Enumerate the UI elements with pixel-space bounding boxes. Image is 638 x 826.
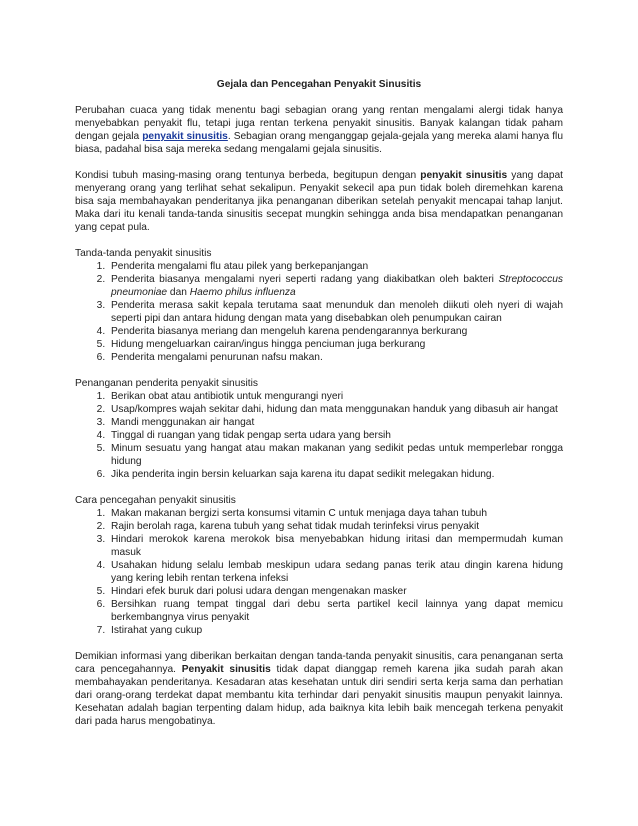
para2-text-1: Kondisi tubuh masing-masing orang tentunya berbeda, begitupun dengan [75, 170, 421, 181]
intro-text-2: . Sebagian orang menganggap gejala-gejala yang mereka alami hanya flu biasa, padahal bisa saja mereka sedang mengalami gejala sinusitis. [75, 131, 563, 155]
para2-text-2: yang dapat menyerang orang yang terlihat sehat sekalipun. Penyakit sekecil apa pun tidak boleh diremehkan karena bisa saja membahayakan penderitanya jika penanganan diberikan setelah penyakit mencapai tahap lanjut. Maka dari itu kenali tanda-tanda sinusitis secepat mungkin sehingga anda bisa mendapatkan penanganan yang cepat pula. [75, 170, 563, 233]
list-item: 4. Tinggal di ruangan yang tidak pengap serta udara yang bersih [108, 429, 563, 442]
list-item: 5. Minum sesuatu yang hangat atau makan makanan yang sedikit pedas untuk memperlebar rongga hidung [108, 442, 563, 468]
list-item: 3. Hindari merokok karena merokok bisa menyebabkan hidung iritasi dan mempermudah kuman masuk [108, 533, 563, 559]
list-item: 3. Mandi menggunakan air hangat [108, 416, 563, 429]
page-title: Gejala dan Pencegahan Penyakit Sinusitis [216, 79, 422, 90]
list-item: 6. Jika penderita ingin bersin keluarkan saja karena itu dapat sedikit melegakan hidung. [108, 468, 563, 481]
list-item: 6. Penderita mengalami penurunan nafsu makan. [108, 351, 563, 364]
body-paragraph-2 [75, 169, 563, 234]
prevention-list [75, 507, 563, 637]
conclusion-text-2: tidak dapat dianggap remeh karena jika sudah parah akan membahayakan penderitanya. Kesadaran atas kesehatan untuk diri sendiri serta kerja sama dan perhatian dari orang-orang terdekat dapat membantu kita terhindar dari penyakit sinusitis maupun penyakit lainnya. Kesehatan adalah bagian terpenting dalam hidup, ada baiknya kita lebih baik mencegah terkena penyakit dari pada harus mengobatinya. [75, 664, 563, 727]
list-item: 3. Penderita merasa sakit kepala terutama saat menunduk dan menoleh diikuti oleh nyeri di wajah seperti pipi dan antara hidung dengan mata yang disebabkan oleh penumpukan cairan [108, 299, 563, 325]
list-item: 2. Usap/kompres wajah sekitar dahi, hidung dan mata menggunakan handuk yang dibasuh air hangat [108, 403, 563, 416]
list-item: 1. Makan makanan bergizi serta konsumsi vitamin C untuk menjaga daya tahan tubuh [108, 507, 563, 520]
sinusitis-link[interactable]: penyakit sinusitis [142, 131, 228, 142]
list-item: 4. Usahakan hidung selalu lembab meskipun udara sedang panas terik atau dingin karena hidung yang kering lebih rentan terkena infeksi [108, 559, 563, 585]
list-item: 5. Hindari efek buruk dari polusi udara dengan mengenakan masker [108, 585, 563, 598]
document-page [75, 78, 563, 741]
bacteria-name-2: Haemo philus influenza [189, 287, 296, 298]
intro-paragraph [75, 104, 563, 156]
conclusion-paragraph [75, 650, 563, 728]
conclusion-text-1: Demikian informasi yang diberikan berkaitan dengan tanda-tanda penyakit sinusitis, cara penanganan serta cara pencegahannya. [75, 651, 563, 675]
symptoms-heading: Tanda-tanda penyakit sinusitis [75, 248, 212, 259]
bacteria-name-1: Streptococcus pneumoniae [111, 274, 563, 298]
list-item: 7. Istirahat yang cukup [108, 624, 563, 637]
symptom-2-connector: dan [167, 287, 190, 298]
list-item [108, 273, 563, 299]
symptoms-list [75, 260, 563, 364]
list-item: 1. Penderita mengalami flu atau pilek yang berkepanjangan [108, 260, 563, 273]
treatment-heading: Penanganan penderita penyakit sinusitis [75, 378, 258, 389]
list-item: 1. Berikan obat atau antibiotik untuk mengurangi nyeri [108, 390, 563, 403]
intro-text-1: Perubahan cuaca yang tidak menentu bagi sebagian orang yang rentan mengalami alergi tidak hanya menyebabkan penyakit flu, tetapi juga rentan terkena penyakit sinusitis. Banyak kalangan tidak paham dengan gejala [75, 105, 563, 142]
prevention-heading: Cara pencegahan penyakit sinusitis [75, 495, 236, 506]
conclusion-keyword: Penyakit sinusitis [181, 664, 271, 675]
list-item: 5. Hidung mengeluarkan cairan/ingus hingga penciuman juga berkurang [108, 338, 563, 351]
list-item: 2. Rajin berolah raga, karena tubuh yang sehat tidak mudah terinfeksi virus penyakit [108, 520, 563, 533]
list-item: 4. Penderita biasanya meriang dan mengeluh karena pendengarannya berkurang [108, 325, 563, 338]
symptom-2-text: Penderita biasanya mengalami nyeri seperti radang yang diakibatkan oleh bakteri [111, 274, 499, 285]
treatment-list [75, 390, 563, 481]
list-item: 6. Bersihkan ruang tempat tinggal dari debu serta partikel kecil lainnya yang dapat memicu berkembangnya virus penyakit [108, 598, 563, 624]
para2-keyword: penyakit sinusitis [420, 170, 508, 181]
